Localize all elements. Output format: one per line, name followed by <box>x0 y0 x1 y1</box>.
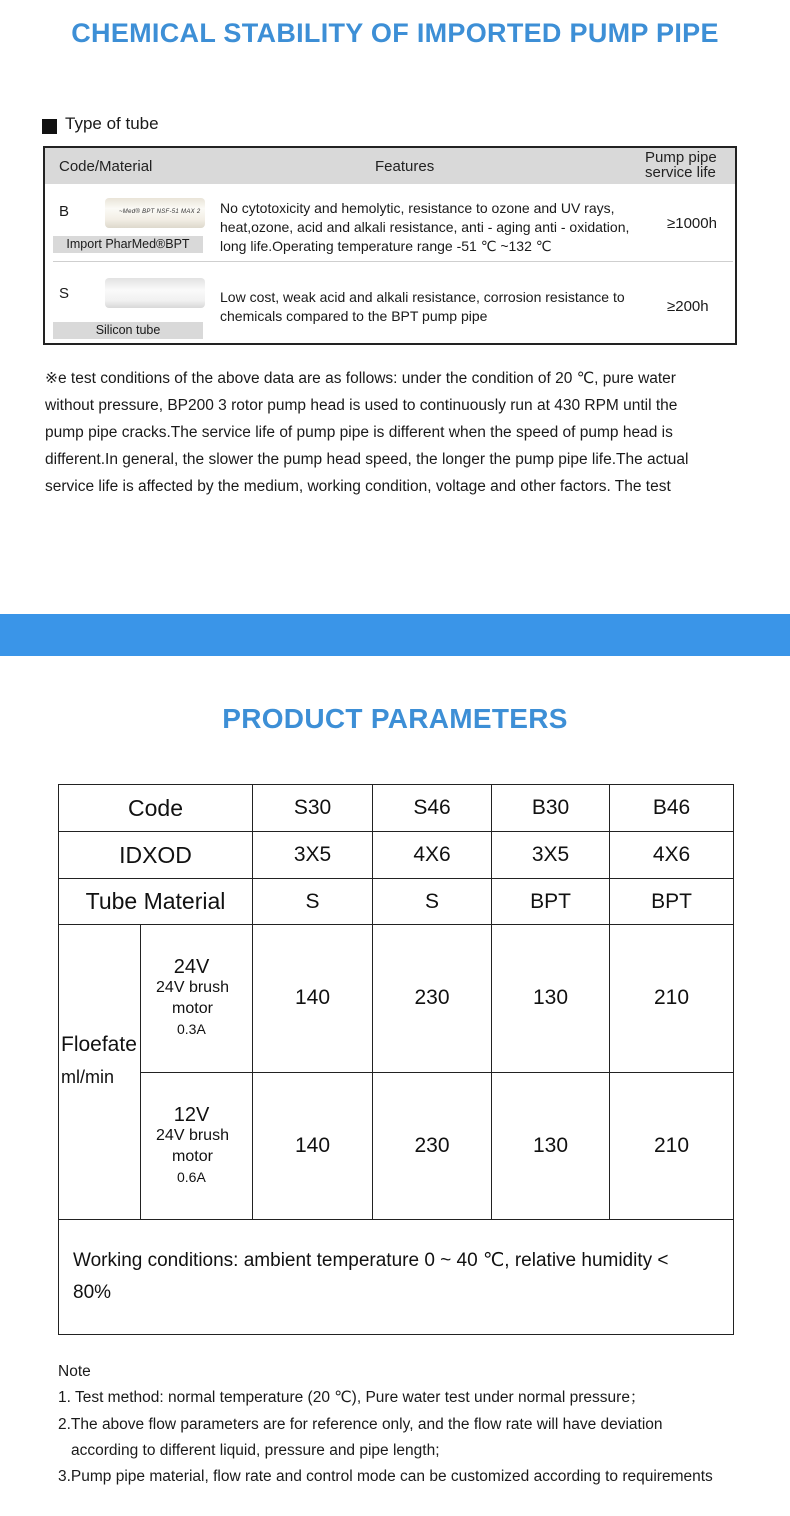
header-service-life <box>645 150 717 180</box>
material-cell: S <box>253 879 373 925</box>
flowrate-unit: ml/min <box>61 1067 114 1088</box>
motor-type-line2: motor <box>172 1000 213 1018</box>
product-parameters-table <box>58 784 734 1335</box>
header-features: Features <box>375 158 435 175</box>
table-row-working-conditions <box>59 1219 734 1334</box>
section-title-product-parameters: PRODUCT PARAMETERS <box>222 703 568 734</box>
flowrate-label-cell <box>59 925 141 1220</box>
row-divider <box>53 261 733 262</box>
table-row-material <box>59 879 734 925</box>
table-row-code <box>59 785 734 832</box>
code-cell: B46 <box>610 785 734 832</box>
idxod-label: IDXOD <box>59 832 253 879</box>
idxod-cell: 4X6 <box>610 832 734 879</box>
bullet-square-icon <box>42 119 57 134</box>
type-of-tube-label: Type of tube <box>65 114 159 133</box>
paragraph-line: without pressure, BP200 3 rotor pump head is used to continuously run at 430 RPM until the <box>45 397 678 414</box>
flow-value: 230 <box>373 1072 492 1219</box>
bpt-tube-print: ~Med® BPT NSF-51 MAX 2 <box>119 209 201 215</box>
tube-material-label: Tube Material <box>59 879 253 925</box>
paragraph-line: pump pipe cracks.The service life of pump pipe is different when the speed of pump head is <box>45 424 673 441</box>
silicon-tube-image <box>105 278 205 308</box>
header-service-life-line2: service life <box>645 164 716 181</box>
code-cell: S30 <box>253 785 373 832</box>
working-conditions-line1: Working conditions: ambient temperature 0 ~ 40 ℃, relative humidity < <box>73 1249 669 1271</box>
row-b-service-life: ≥1000h <box>667 215 717 232</box>
row-s-features <box>220 288 690 326</box>
section-divider-band <box>0 614 790 656</box>
paragraph-line: ※e test conditions of the above data are as follows: under the condition of 20 ℃, pure water <box>45 370 676 387</box>
flow-value: 140 <box>253 1072 373 1219</box>
current-label: 0.6A <box>177 1168 206 1185</box>
table-row-idxod <box>59 832 734 879</box>
material-cell: BPT <box>492 879 610 925</box>
idxod-cell: 3X5 <box>492 832 610 879</box>
row-s-feature-line: chemicals compared to the BPT pump pipe <box>220 308 488 324</box>
code-cell: B30 <box>492 785 610 832</box>
note-line: 1. Test method: normal temperature (20 ℃), Pure water test under normal pressure； <box>58 1389 646 1407</box>
material-cell: BPT <box>610 879 734 925</box>
flow-value: 140 <box>253 925 373 1072</box>
note-line: 2.The above flow parameters are for reference only, and the flow rate will have deviation <box>58 1415 663 1433</box>
tube-type-table <box>43 146 737 345</box>
notes-heading: Note <box>58 1363 91 1380</box>
row-b-feature-line: long life.Operating temperature range -51 ℃ ~132 ℃ <box>220 238 552 254</box>
motor-spec-cell <box>141 1072 253 1219</box>
header-service-life-line1: Pump pipe <box>645 149 717 166</box>
row-b-feature-line: heat,ozone, acid and alkali resistance, anti - aging anti - oxidation, <box>220 219 630 235</box>
bpt-tube-image <box>105 198 205 228</box>
row-b-code: B <box>59 203 70 220</box>
note-line: 3.Pump pipe material, flow rate and control mode can be customized according to requirements <box>58 1468 713 1486</box>
row-s-code: S <box>59 285 70 302</box>
row-s-feature-line: Low cost, weak acid and alkali resistance, corrosion resistance to <box>220 289 625 305</box>
code-cell: S46 <box>373 785 492 832</box>
bpt-tube-caption: Import PharMed®BPT <box>53 236 203 253</box>
working-conditions-line2: 80% <box>73 1281 112 1303</box>
silicon-tube-caption: Silicon tube <box>53 322 203 339</box>
header-code-material: Code/Material <box>59 158 153 175</box>
note-line: according to different liquid, pressure and pipe length; <box>71 1441 440 1459</box>
flow-value: 130 <box>492 925 610 1072</box>
motor-type: 24V brush <box>156 979 229 997</box>
flow-value: 130 <box>492 1072 610 1219</box>
row-b-features <box>220 199 690 256</box>
table-row-flow-24v <box>59 925 734 1072</box>
notes-section <box>58 1359 778 1490</box>
idxod-cell: 3X5 <box>253 832 373 879</box>
motor-type-line2: motor <box>172 1147 213 1165</box>
tube-table-header <box>45 148 735 184</box>
voltage-label: 24V <box>173 956 210 979</box>
current-label: 0.3A <box>177 1021 206 1038</box>
paragraph-line: different.In general, the slower the pump head speed, the longer the pump pipe life.The actual <box>45 451 689 468</box>
table-row-flow-12v <box>59 1072 734 1219</box>
motor-type: 24V brush <box>156 1126 229 1144</box>
flow-value: 210 <box>610 1072 734 1219</box>
code-label: Code <box>59 785 253 832</box>
paragraph-line: service life is affected by the medium, working condition, voltage and other factors. The test <box>45 478 671 495</box>
working-conditions <box>59 1219 734 1334</box>
row-s-service-life: ≥200h <box>667 298 709 315</box>
voltage-label: 12V <box>173 1103 210 1126</box>
material-cell: S <box>373 879 492 925</box>
section-title-chemical-stability: CHEMICAL STABILITY OF IMPORTED PUMP PIPE <box>71 18 719 48</box>
test-conditions-paragraph <box>45 365 755 500</box>
idxod-cell: 4X6 <box>373 832 492 879</box>
flow-value: 210 <box>610 925 734 1072</box>
flow-value: 230 <box>373 925 492 1072</box>
flowrate-label: Floefate <box>61 1033 137 1057</box>
motor-spec-cell <box>141 925 253 1072</box>
row-b-feature-line: No cytotoxicity and hemolytic, resistance to ozone and UV rays, <box>220 200 615 216</box>
